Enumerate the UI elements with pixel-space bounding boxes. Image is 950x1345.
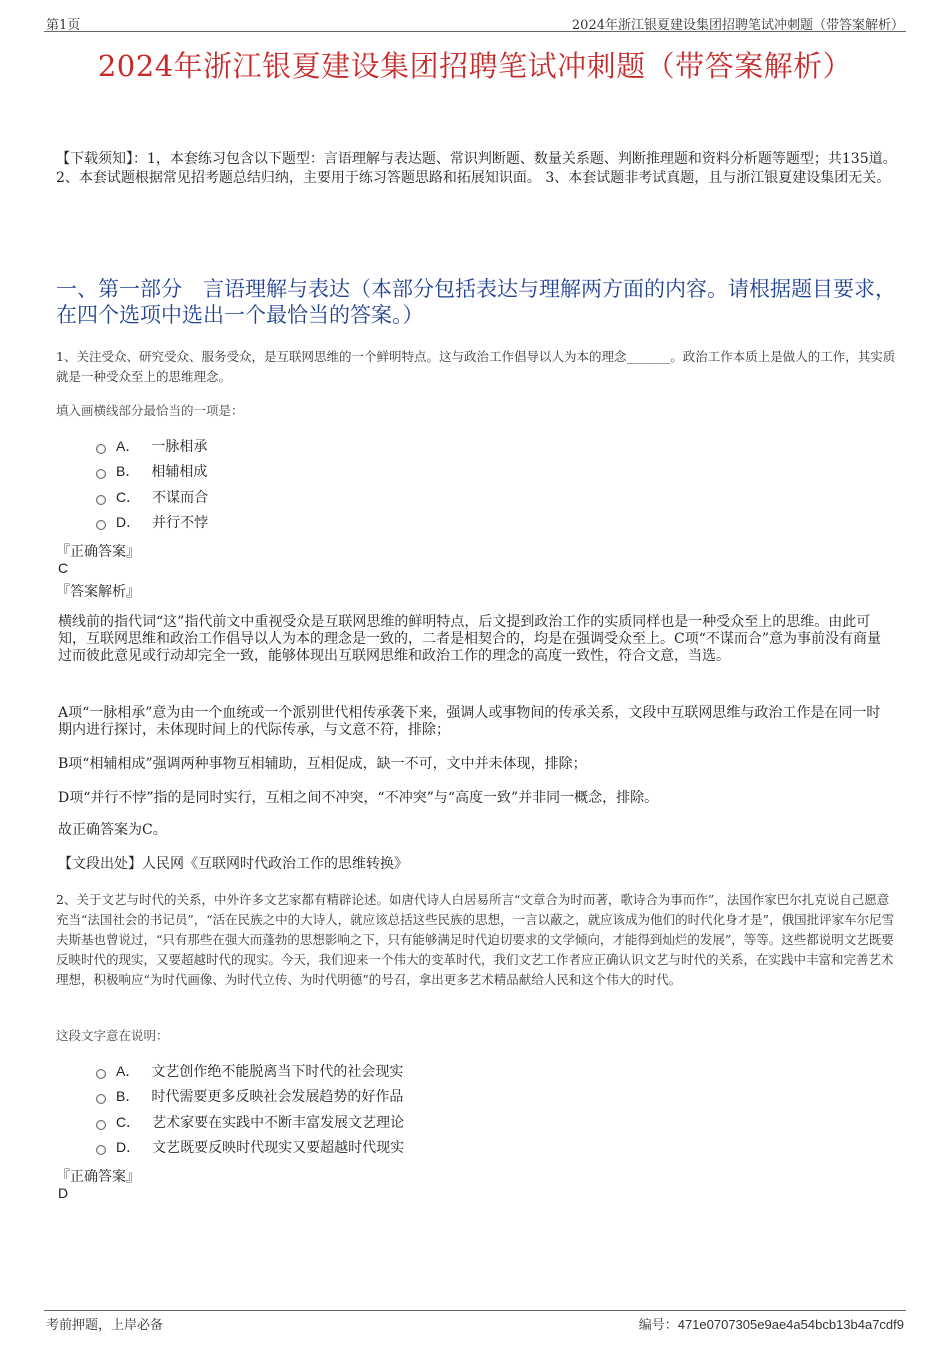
source-citation: 【文段出处】人民网《互联网时代政治工作的思维转换》 (58, 856, 408, 872)
radio-icon[interactable] (96, 469, 106, 479)
question-2-options (96, 1058, 404, 1160)
option-b[interactable]: B． 相辅相成 (96, 459, 208, 485)
option-a[interactable]: A． 文艺创作绝不能脱离当下时代的社会现实 (96, 1058, 404, 1084)
correct-answer-label: 『正确答案』 (56, 544, 140, 560)
radio-icon[interactable] (96, 1094, 106, 1104)
option-b[interactable]: B． 时代需要更多反映社会发展趋势的好作品 (96, 1084, 404, 1110)
analysis-paragraph: B项“相辅相成”强调两种事物互相辅助，互相促成，缺一不可，文中并未体现，排除； (58, 756, 587, 772)
analysis-label: 『答案解析』 (56, 584, 140, 600)
footer-code: 编号：471e0707305e9ae4a54bcb13b4a7cdf9 (638, 1317, 904, 1333)
correct-answer-value: D (58, 1185, 69, 1201)
radio-icon[interactable] (96, 1120, 106, 1130)
section-heading: 一、第一部分 言语理解与表达（本部分包括表达与理解两方面的内容。请根据题目要求，在四个选项中选出一个最恰当的答案。） (56, 277, 896, 327)
analysis-paragraph: A项“一脉相承”意为由一个血统或一个派别世代相传承袭下来，强调人或事物间的传承关系，文段中互联网思维与政治工作是在同一时期内进行探讨，未体现时间上的代际传承，与文意不符，排除； (58, 705, 881, 738)
radio-icon[interactable] (96, 495, 106, 505)
radio-icon[interactable] (96, 444, 106, 454)
radio-icon[interactable] (96, 1069, 106, 1079)
radio-icon[interactable] (96, 520, 106, 530)
question-2-stem: 2、关于文艺与时代的关系，中外许多文艺家都有精辟论述。如唐代诗人白居易所言“文章合为时而著，歌诗合为事而作”，法国作家巴尔扎克说自己愿意充当“法国社会的书记员”，“活在民族之中的大诗人，就应该总括这些民族的思想，一言以蔽之，就应该成为他们的时代化身才是”，俄国批评家车尔尼雪夫斯基也曾说过，“只有那些在强大而蓬勃的思想影响之下，只有能够满足时代迫切要求的文学倾向，才能得到灿烂的发展”，等等。这些都说明文艺既要反映时代的现实，又要超越时代的现实。今天，我们迎来一个伟大的变革时代，我们文艺工作者应正确认识文艺与时代的关系，在实践中丰富和完善艺术理想，积极响应“为时代画像、为时代立传、为时代明德”的号召，拿出更多艺术精品献给人民和这个伟大的时代。 (56, 892, 895, 987)
question-1-stem: 1、关注受众、研究受众、服务受众，是互联网思维的一个鲜明特点。这与政治工作倡导以人为本的理念_______。政治工作本质上是做人的工作，其实质就是一种受众至上的思维理念。 (56, 349, 896, 384)
option-c[interactable]: C． 艺术家要在实践中不断丰富发展文艺理论 (96, 1109, 404, 1135)
header-page-label: 第1页 (46, 18, 81, 33)
option-d[interactable]: D． 文艺既要反映时代现实又要超越时代现实 (96, 1135, 404, 1161)
header-doc-title: 2024年浙江银夏建设集团招聘笔试冲刺题（带答案解析） (571, 18, 904, 33)
header-divider (44, 31, 906, 32)
question-1-options (96, 433, 208, 535)
question-1-prompt: 填入画横线部分最恰当的一项是： (56, 403, 244, 418)
option-a[interactable]: A． 一脉相承 (96, 433, 208, 459)
option-d[interactable]: D． 并行不悖 (96, 510, 208, 536)
analysis-paragraph: 横线前的指代词“这”指代前文中重视受众是互联网思维的鲜明特点，后文提到政治工作的实质同样也是一种受众至上的思维。由此可知，互联网思维和政治工作倡导以人为本的理念是一致的，二者是相契合的，均是在强调受众至上。C项“不谋而合”意为事前没有商量过而彼此意见或行动却完全一致，能够体现出互联网思维和政治工作的理念的高度一致性，符合文意，当选。 (58, 614, 882, 664)
radio-icon[interactable] (96, 1145, 106, 1155)
question-2-prompt: 这段文字意在说明： (56, 1028, 169, 1043)
footer-slogan: 考前押题，上岸必备 (46, 1318, 164, 1333)
option-c[interactable]: C． 不谋而合 (96, 484, 208, 510)
analysis-paragraph: D项“并行不悖”指的是同时实行，互相之间不冲突，“不冲突”与“高度一致”并非同一概念，排除。 (58, 790, 659, 806)
analysis-conclusion: 故正确答案为C。 (58, 822, 167, 838)
page-title: 2024年浙江银夏建设集团招聘笔试冲刺题（带答案解析） (97, 49, 853, 83)
correct-answer-value: C (58, 560, 69, 576)
footer-divider (44, 1310, 906, 1311)
download-notice: 【下载须知】：1，本套练习包含以下题型：言语理解与表达题、常识判断题、数量关系题、判断推理题和资料分析题等题型；共135道。 2、本套试题根据常见招考题总结归纳，主要用于练习答题思路和拓展知识面。 3、本套试题非考试真题，且与浙江银夏建设集团无关。 (56, 151, 897, 186)
correct-answer-label: 『正确答案』 (56, 1169, 140, 1185)
